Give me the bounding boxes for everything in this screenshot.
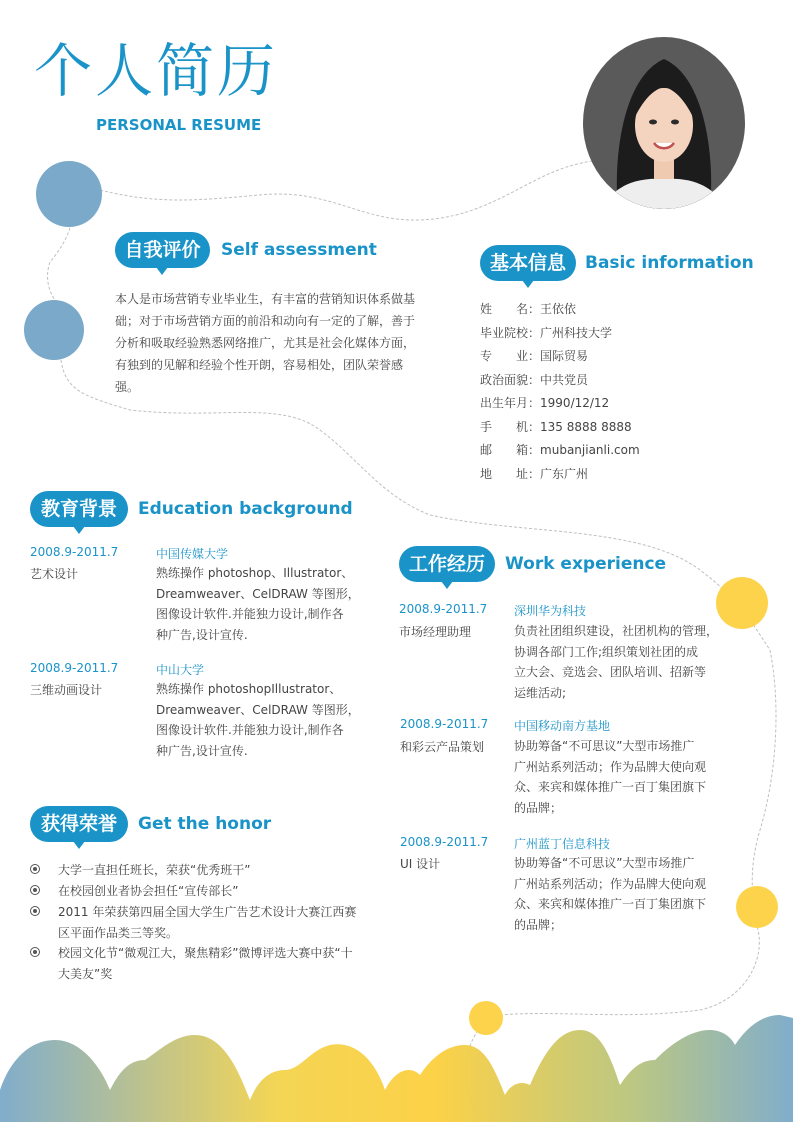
education-major: 三维动画设计 [30,683,103,697]
work-title-cn: 工作经历 [399,546,495,582]
work-desc: 协助筹备“不可思议”大型市场推广 广州站系列活动；作为品牌大使向观 众、来宾和媒体推广一百丁集团旗下 的品牌； [514,856,707,932]
honor-item: 校园文化节“微观江大，聚焦精彩”微博评选大赛中获“十 大美友”奖 [58,943,353,984]
work-date: 2008.9-2011.7 [400,835,489,849]
work-role: UI 设计 [400,857,441,871]
work-desc: 负责社团组织建设，社团机构的管理， 协调各部门工作;组织策划社团的成 立大会、竞选会、团队培训、招新等 运维活动; [514,624,719,700]
work-role: 和彩云产品策划 [400,740,485,754]
info-row-major: 专 业：国际贸易 [480,349,589,363]
education-desc: 熟练操作 photoshop、Illustrator、 Dreamweaver、CelDRAW 等图形， 图像设计软件.并能独力设计,制作各 种广告,设计宣传. [156,566,360,642]
education-title-en: Education background [138,499,353,519]
self-assessment-text: 本人是市场营销专业毕业生，有丰富的营销知识体系做基 础；对于市场营销方面的前沿和动向有一定的了解，善于 分析和吸取经验熟悉网络推广，尤其是社会化媒体方面， 有独到的见解和经验个性开朗，容易相处，团队荣誉感强。 [115,292,416,394]
work-company: 深圳华为科技 [514,604,587,618]
yellow-circle-mid [736,886,778,928]
honor-list [58,860,368,990]
yellow-circle-bottom [469,1001,503,1035]
education-date: 2008.9-2011.7 [30,661,119,675]
page-subtitle: PERSONAL RESUME [96,116,262,134]
honor-item: 2011 年荣获第四届全国大学生广告艺术设计大赛江西赛 区平面作品类三等奖。 [58,902,356,943]
work-header [399,546,699,582]
page-title: 个人简历 [34,37,279,105]
bullet-icon [30,885,40,895]
work-desc: 协助筹备“不可思议”大型市场推广 广州站系列活动；作为品牌大使向观 众、来宾和媒体推广一百丁集团旗下 的品牌； [514,739,707,815]
blue-circle-mid [24,300,84,360]
info-row-politics: 政治面貌：中共党员 [480,372,589,387]
profile-photo [583,37,745,209]
education-desc: 熟练操作 photoshopIllustrator、 Dreamweaver、CelDRAW 等图形， 图像设计软件.并能独力设计,制作各 种广告,设计宣传. [156,682,360,758]
info-row-email: 邮 箱：mubanjianli.com [480,443,640,457]
info-row-school: 毕业院校：广州科技大学 [480,325,613,340]
self-assessment-title-en: Self assessment [221,240,377,260]
education-title-cn: 教育背景 [30,491,128,527]
bullet-icon [30,906,40,916]
basic-info-title-cn: 基本信息 [480,245,576,281]
bullet-icon [30,947,40,957]
education-list [30,545,370,775]
honor-title-en: Get the honor [138,814,272,834]
education-school: 中山大学 [156,663,205,677]
self-assessment-title-cn: 自我评价 [115,232,210,268]
education-date: 2008.9-2011.7 [30,545,119,559]
basic-info-list [480,300,760,490]
info-row-birth: 出生年月：1990/12/12 [480,396,610,410]
education-header [30,491,360,527]
work-date: 2008.9-2011.7 [399,602,488,616]
work-list [399,602,719,942]
honor-item: 大学一直担任班长，荣获“优秀班干” [58,860,250,881]
education-major: 艺术设计 [30,567,79,581]
yellow-circle-top [716,577,768,629]
honor-header [30,806,310,842]
work-company: 广州蓝丁信息科技 [514,837,611,851]
work-title-en: Work experience [505,554,667,574]
education-school: 中国传媒大学 [156,547,229,561]
info-row-phone: 手 机：135 8888 8888 [480,419,632,434]
self-assessment-header [115,232,415,268]
blue-circle-top [36,161,102,227]
work-date: 2008.9-2011.7 [400,717,489,731]
bullet-icon [30,864,40,874]
basic-info-header [480,245,770,281]
work-company: 中国移动南方基地 [514,719,611,733]
work-role: 市场经理助理 [399,625,472,639]
info-row-name: 姓 名：王依依 [480,302,577,316]
bottom-hills [0,1015,793,1122]
honor-title-cn: 获得荣誉 [30,806,128,842]
honor-item: 在校园创业者协会担任“宣传部长” [58,881,238,902]
basic-info-title-en: Basic information [585,253,754,273]
info-row-address: 地 址：广东广州 [480,466,589,481]
